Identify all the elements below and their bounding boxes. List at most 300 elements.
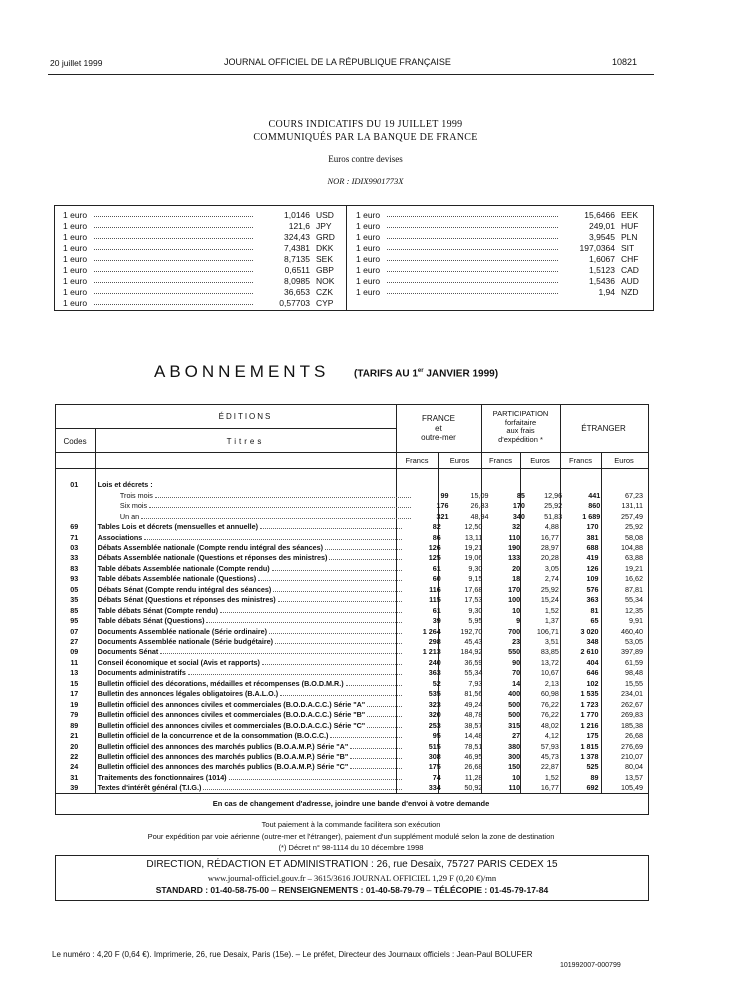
rates-right-column bbox=[356, 209, 643, 297]
rates-divider bbox=[346, 205, 347, 311]
row-title-text: Documents Sénat bbox=[97, 647, 159, 657]
rate-currency: HUF bbox=[621, 221, 639, 231]
abonnements-title: ABONNEMENTS bbox=[154, 362, 330, 381]
row-value: 86 bbox=[432, 532, 441, 542]
row-value: 170 bbox=[512, 501, 525, 511]
row-code: 79 bbox=[70, 710, 79, 720]
rate-row bbox=[356, 286, 643, 297]
row-value: 315 bbox=[508, 720, 521, 730]
row-value: 576 bbox=[586, 584, 599, 594]
rate-label: 1 euro bbox=[356, 221, 381, 231]
row-value: 25,92 bbox=[625, 522, 643, 532]
row-value: 340 bbox=[512, 511, 525, 521]
rate-leader bbox=[94, 281, 253, 283]
header-journal-title: JOURNAL OFFICIEL DE LA RÉPUBLIQUE FRANÇAISE bbox=[224, 57, 451, 67]
row-value: 110 bbox=[508, 532, 521, 542]
rate-value: 0,57703 bbox=[279, 298, 310, 308]
rate-label: 1 euro bbox=[356, 243, 381, 253]
row-title-text: Débats Sénat (Questions et réponses des ministres) bbox=[97, 595, 276, 605]
rate-currency: AUD bbox=[621, 276, 639, 286]
rate-value: 3,9545 bbox=[589, 232, 615, 242]
row-leader bbox=[275, 643, 402, 644]
part-line2: forfaitaire bbox=[504, 417, 537, 427]
row-value: 11,28 bbox=[464, 772, 483, 782]
row-value: 381 bbox=[586, 532, 599, 542]
rate-currency: EEK bbox=[621, 210, 639, 220]
rate-label: 1 euro bbox=[356, 287, 381, 297]
row-value: 16,62 bbox=[625, 574, 643, 584]
rate-currency: GBP bbox=[316, 265, 334, 275]
row-value: 26,68 bbox=[625, 731, 643, 741]
row-value: 32 bbox=[512, 522, 521, 532]
row-value: 400 bbox=[508, 689, 521, 699]
row-leader bbox=[269, 633, 402, 634]
row-value: 50,92 bbox=[464, 783, 483, 793]
row-code: 21 bbox=[70, 731, 79, 741]
row-value: 80,04 bbox=[625, 762, 643, 772]
row-value: 115 bbox=[429, 595, 441, 605]
row-leader bbox=[155, 497, 412, 498]
row-leader bbox=[273, 591, 402, 592]
row-value: 26,68 bbox=[464, 762, 483, 772]
row-code: 93 bbox=[70, 574, 79, 584]
rate-currency: DKK bbox=[316, 243, 334, 253]
unit-etr-euros: Euros bbox=[614, 456, 634, 465]
row-code: 19 bbox=[70, 699, 79, 709]
titres-header: Titres bbox=[226, 437, 265, 446]
row-leader bbox=[346, 685, 403, 686]
row-value: 48,02 bbox=[540, 720, 559, 730]
rate-leader bbox=[387, 237, 558, 239]
contact-sep2: – bbox=[426, 885, 434, 895]
codes-header: Codes bbox=[63, 437, 87, 446]
rate-label: 1 euro bbox=[356, 232, 381, 242]
row-value: 90 bbox=[512, 657, 521, 667]
row-value: 16,77 bbox=[540, 532, 559, 542]
rate-currency: PLN bbox=[621, 232, 638, 242]
row-value: 3,51 bbox=[544, 637, 559, 647]
row-value: 36,59 bbox=[464, 657, 483, 667]
row-value: 1 213 bbox=[422, 647, 441, 657]
row-value: 397,89 bbox=[621, 647, 643, 657]
row-code: 24 bbox=[70, 762, 79, 772]
row-value: 269,83 bbox=[621, 710, 643, 720]
rate-label: 1 euro bbox=[63, 221, 88, 231]
row-value: 1 535 bbox=[580, 689, 599, 699]
row-value: 1 723 bbox=[580, 699, 599, 709]
row-value: 10,67 bbox=[540, 668, 559, 678]
row-value: 1,52 bbox=[544, 605, 559, 615]
row-value: 12,35 bbox=[625, 605, 643, 615]
rate-row bbox=[356, 253, 643, 264]
row-leader bbox=[149, 507, 411, 508]
row-title-text: Table débats Assemblée nationale (Compte rendu) bbox=[97, 563, 270, 573]
rate-value: 0,6511 bbox=[284, 265, 310, 275]
row-value: 63,88 bbox=[625, 553, 643, 563]
header-sep-main bbox=[55, 452, 648, 453]
row-leader bbox=[203, 789, 402, 790]
row-value: 380 bbox=[508, 741, 521, 751]
rate-row bbox=[63, 275, 338, 286]
row-value: 28,97 bbox=[540, 542, 559, 552]
row-value: 692 bbox=[586, 783, 599, 793]
row-leader bbox=[188, 674, 402, 675]
row-value: 46,95 bbox=[464, 751, 483, 761]
row-value: 175 bbox=[586, 731, 599, 741]
row-title-text: Un an bbox=[119, 511, 140, 521]
row-value: 116 bbox=[429, 584, 441, 594]
row-value: 323 bbox=[428, 699, 441, 709]
row-leader bbox=[229, 779, 403, 780]
rate-leader bbox=[94, 226, 253, 228]
row-value: 460,40 bbox=[621, 626, 643, 636]
row-value: 1,37 bbox=[544, 616, 559, 626]
contact-sep1: – bbox=[271, 885, 279, 895]
row-value: 125 bbox=[428, 553, 441, 563]
row-title-text: Tables Lois et décrets (mensuelles et annuelle) bbox=[97, 522, 259, 532]
row-value: 1 770 bbox=[580, 710, 599, 720]
row-leader bbox=[141, 518, 411, 519]
row-value: 51,83 bbox=[544, 511, 563, 521]
row-value: 65 bbox=[590, 616, 599, 626]
row-value: 240 bbox=[428, 657, 441, 667]
rate-row bbox=[356, 209, 643, 220]
row-value: 61,59 bbox=[625, 657, 643, 667]
rate-row bbox=[63, 209, 338, 220]
row-value: 126 bbox=[586, 563, 599, 573]
rate-row bbox=[356, 264, 643, 275]
rate-label: 1 euro bbox=[63, 232, 88, 242]
rate-leader bbox=[387, 248, 558, 250]
unit-france-francs: Francs bbox=[405, 456, 429, 465]
row-value: 176 bbox=[436, 501, 449, 511]
row-value: 13,72 bbox=[540, 657, 559, 667]
rate-leader bbox=[94, 237, 253, 239]
row-value: 100 bbox=[508, 595, 521, 605]
unit-france-euros: Euros bbox=[449, 456, 470, 465]
row-value: 105,49 bbox=[621, 783, 643, 793]
row-code: 33 bbox=[70, 553, 79, 563]
row-code: 31 bbox=[70, 772, 79, 782]
rate-currency: CAD bbox=[621, 265, 639, 275]
rates-subtitle: Euros contre devises bbox=[328, 154, 403, 164]
rate-row bbox=[356, 220, 643, 231]
row-value: 70 bbox=[512, 668, 521, 678]
rate-row bbox=[63, 264, 338, 275]
row-value: 131,11 bbox=[621, 501, 643, 511]
row-value: 14 bbox=[512, 678, 521, 688]
abonnements-subtitle bbox=[354, 368, 498, 379]
row-value: 126 bbox=[428, 542, 441, 552]
row-title-text: Documents Assemblée nationale (Série ordinaire) bbox=[97, 626, 268, 636]
row-value: 150 bbox=[508, 762, 521, 772]
row-leader bbox=[329, 559, 402, 560]
row-title-text: Table débats Sénat (Questions) bbox=[97, 616, 205, 626]
row-value: 57,93 bbox=[540, 741, 559, 751]
note-payment: Tout paiement à la commande facilitera son exécution bbox=[261, 820, 441, 829]
row-leader bbox=[350, 768, 402, 769]
row-code: 17 bbox=[70, 689, 79, 699]
rate-row bbox=[356, 231, 643, 242]
row-value: 20,28 bbox=[540, 553, 559, 563]
row-value: 234,01 bbox=[621, 689, 643, 699]
rates-title-line2: COMMUNIQUÉS PAR LA BANQUE DE FRANCE bbox=[253, 132, 478, 143]
row-value: 23 bbox=[512, 637, 521, 647]
rate-currency: SEK bbox=[316, 254, 334, 264]
row-value: 16,77 bbox=[540, 783, 559, 793]
contact-standard: STANDARD : 01-40-58-75-00 bbox=[155, 885, 269, 895]
footer-ref: 101992007-000799 bbox=[560, 962, 621, 969]
rate-label: 1 euro bbox=[356, 254, 381, 264]
row-leader bbox=[325, 549, 402, 550]
row-title-text: Textes d'intérêt général (T.I.G.) bbox=[97, 783, 202, 793]
row-code: 27 bbox=[70, 637, 79, 647]
row-value: 550 bbox=[508, 647, 521, 657]
row-value: 38,57 bbox=[464, 720, 483, 730]
rate-label: 1 euro bbox=[63, 243, 88, 253]
rates-nor: NOR : IDIX9901773X bbox=[327, 176, 404, 186]
note-airmail: Pour expédition par voie aérienne (outre-mer et l'étranger), paiement d'un supplément modulé selon la zone de destination bbox=[147, 832, 555, 841]
row-value: 76,22 bbox=[540, 710, 559, 720]
row-title-text: Documents administratifs bbox=[97, 668, 186, 678]
rate-leader bbox=[387, 215, 558, 217]
row-value: 17,68 bbox=[464, 584, 483, 594]
row-value: 262,67 bbox=[621, 699, 643, 709]
row-leader bbox=[260, 528, 402, 529]
row-title-text: Lois et décrets : bbox=[97, 480, 153, 490]
row-value: 1 378 bbox=[580, 751, 599, 761]
france-line2: et bbox=[435, 423, 442, 433]
rate-row bbox=[63, 242, 338, 253]
unit-part-euros: Euros bbox=[530, 456, 550, 465]
row-value: 2,13 bbox=[544, 678, 559, 688]
row-title-text: Traitements des fonctionnaires (1014) bbox=[97, 772, 227, 782]
rate-label: 1 euro bbox=[63, 298, 88, 308]
row-code: 22 bbox=[70, 751, 79, 761]
row-value: 25,92 bbox=[540, 584, 559, 594]
row-code: 89 bbox=[70, 720, 79, 730]
rates-title-line1: COURS INDICATIFS DU 19 JUILLET 1999 bbox=[268, 119, 463, 130]
row-code: 71 bbox=[70, 532, 79, 542]
row-title-text: Bulletin officiel des annonces des marchés publics (B.O.A.M.P.) Série "A" bbox=[97, 741, 349, 751]
row-value: 104,88 bbox=[621, 542, 643, 552]
rate-value: 1,5123 bbox=[589, 265, 615, 275]
rate-label: 1 euro bbox=[356, 276, 381, 286]
row-value: 14,48 bbox=[464, 731, 483, 741]
row-value: 78,51 bbox=[464, 741, 483, 751]
row-value: 9 bbox=[516, 616, 521, 626]
rate-label: 1 euro bbox=[63, 265, 88, 275]
unit-part-francs: Francs bbox=[489, 456, 512, 465]
row-value: 53,05 bbox=[625, 637, 643, 647]
row-leader bbox=[160, 653, 402, 654]
rate-value: 7,4381 bbox=[284, 243, 310, 253]
footer-text: Le numéro : 4,20 F (0,64 €). Imprimerie, 26, rue Desaix, Paris (15e). – Le préfet, Directeur des Journaux officiels : Jean-Paul BOLUFER bbox=[52, 950, 533, 959]
row-value: 102 bbox=[586, 678, 599, 688]
row-code: 15 bbox=[70, 678, 79, 688]
row-title-text: Bulletin officiel des annonces civiles et commerciales (B.O.D.A.C.C.) Série "A" bbox=[97, 699, 366, 709]
row-value: 12,96 bbox=[544, 490, 563, 500]
rate-value: 1,94 bbox=[598, 287, 615, 297]
row-value: 13,57 bbox=[625, 772, 643, 782]
row-value: 133 bbox=[508, 553, 521, 563]
row-code: 69 bbox=[70, 522, 79, 532]
row-leader bbox=[144, 539, 402, 540]
contact-direction: DIRECTION, RÉDACTION ET ADMINISTRATION : 26, rue Desaix, 75727 PARIS CEDEX 15 bbox=[146, 859, 558, 870]
rate-value: 1,0146 bbox=[284, 210, 310, 220]
table-row bbox=[55, 781, 647, 792]
row-value: 300 bbox=[508, 751, 521, 761]
row-value: 535 bbox=[428, 689, 441, 699]
row-value: 45,43 bbox=[464, 637, 483, 647]
rate-leader bbox=[387, 281, 558, 283]
rate-leader bbox=[94, 292, 253, 294]
row-title-text: Bulletin officiel des annonces des marchés publics (B.O.A.M.P.) Série "C" bbox=[97, 762, 349, 772]
row-value: 2 610 bbox=[580, 647, 599, 657]
participation-header bbox=[481, 410, 560, 444]
row-value: 688 bbox=[586, 542, 599, 552]
row-value: 67,23 bbox=[625, 490, 643, 500]
row-value: 58,08 bbox=[625, 532, 643, 542]
row-code: 05 bbox=[70, 584, 79, 594]
row-value: 85 bbox=[516, 490, 525, 500]
rate-label: 1 euro bbox=[63, 276, 88, 286]
rate-value: 8,0985 bbox=[284, 276, 310, 286]
row-value: 210,07 bbox=[621, 751, 643, 761]
note-decree: (*) Décret n° 98-1114 du 10 décembre 1998 bbox=[278, 843, 424, 852]
row-value: 83,85 bbox=[540, 647, 559, 657]
row-value: 3,05 bbox=[544, 563, 559, 573]
france-header bbox=[396, 414, 481, 443]
row-value: 55,34 bbox=[625, 595, 643, 605]
rate-currency: CHF bbox=[621, 254, 639, 264]
rate-value: 121,6 bbox=[288, 221, 310, 231]
row-value: 19,21 bbox=[464, 542, 483, 552]
row-value: 184,92 bbox=[460, 647, 483, 657]
row-code: 95 bbox=[70, 616, 79, 626]
row-code: 09 bbox=[70, 647, 79, 657]
row-value: 404 bbox=[586, 657, 599, 667]
rate-row bbox=[356, 242, 643, 253]
rate-label: 1 euro bbox=[63, 287, 88, 297]
row-title-text: Bulletin officiel des décorations, médailles et récompenses (B.O.D.M.R.) bbox=[97, 678, 344, 688]
row-leader bbox=[330, 737, 402, 738]
row-value: 1,52 bbox=[544, 772, 559, 782]
contact-web: www.journal-officiel.gouv.fr – 3615/3616 JOURNAL OFFICIEL 1,29 F (0,20 €)/mn bbox=[207, 873, 497, 883]
row-value: 26,83 bbox=[470, 501, 489, 511]
rate-leader bbox=[387, 259, 558, 261]
row-value: 106,71 bbox=[536, 626, 559, 636]
row-title-text: Débats Assemblée nationale (Compte rendu intégral des séances) bbox=[97, 542, 323, 552]
row-value: 9,91 bbox=[629, 616, 643, 626]
row-value: 74 bbox=[432, 772, 441, 782]
rate-row bbox=[63, 286, 338, 297]
row-title-text: Table débats Sénat (Compte rendu) bbox=[97, 605, 219, 615]
row-leader bbox=[278, 601, 402, 602]
rate-value: 1,5436 bbox=[589, 276, 615, 286]
rate-value: 324,43 bbox=[284, 232, 310, 242]
rate-value: 8,7135 bbox=[284, 254, 310, 264]
row-leader bbox=[350, 758, 402, 759]
editions-header: ÉDITIONS bbox=[218, 412, 273, 421]
row-value: 500 bbox=[508, 710, 521, 720]
row-value: 700 bbox=[508, 626, 521, 636]
row-title-text: Débats Assemblée nationale (Questions et réponses des ministres) bbox=[97, 553, 328, 563]
row-value: 95 bbox=[432, 731, 441, 741]
row-value: 61 bbox=[432, 605, 441, 615]
row-value: 441 bbox=[588, 490, 601, 500]
rate-label: 1 euro bbox=[356, 210, 381, 220]
row-value: 1 815 bbox=[580, 741, 599, 751]
row-value: 81 bbox=[590, 605, 599, 615]
row-value: 20 bbox=[512, 563, 521, 573]
rate-currency: NZD bbox=[621, 287, 639, 297]
unit-etr-francs: Francs bbox=[569, 456, 592, 465]
row-value: 60 bbox=[432, 574, 441, 584]
units-sep bbox=[55, 468, 648, 469]
rate-value: 249,01 bbox=[589, 221, 615, 231]
row-value: 185,38 bbox=[621, 720, 643, 730]
row-title-text: Bulletin officiel des annonces civiles et commerciales (B.O.D.A.C.C.) Série "B" bbox=[97, 710, 366, 720]
row-value: 15,09 bbox=[470, 490, 489, 500]
rate-label: 1 euro bbox=[356, 265, 381, 275]
row-value: 308 bbox=[428, 751, 441, 761]
part-line1: PARTICIPATION bbox=[492, 409, 549, 418]
contact-renseignements: RENSEIGNEMENTS : 01-40-58-79-79 bbox=[278, 885, 425, 895]
row-code: 39 bbox=[70, 783, 79, 793]
row-value: 109 bbox=[586, 574, 599, 584]
row-value: 334 bbox=[428, 783, 441, 793]
row-title-text: Bulletin officiel des annonces des marchés publics (B.O.A.M.P.) Série "B" bbox=[97, 751, 349, 761]
row-title-text: Table débats Assemblée nationale (Questions) bbox=[97, 574, 257, 584]
row-value: 82 bbox=[432, 522, 441, 532]
row-value: 1 264 bbox=[422, 626, 441, 636]
rate-label: 1 euro bbox=[63, 210, 88, 220]
row-value: 4,88 bbox=[544, 522, 559, 532]
row-value: 192,70 bbox=[460, 626, 483, 636]
row-value: 253 bbox=[428, 720, 441, 730]
part-line3: aux frais bbox=[506, 426, 535, 435]
header-page-number: 10821 bbox=[612, 57, 638, 67]
change-address-notice: En cas de changement d'adresse, joindre une bande d'envoi à votre demande bbox=[212, 799, 490, 808]
header-sep-editions bbox=[55, 428, 396, 429]
row-leader bbox=[272, 570, 402, 571]
row-value: 646 bbox=[586, 668, 599, 678]
row-value: 17,53 bbox=[464, 595, 483, 605]
rate-currency: SIT bbox=[621, 243, 635, 253]
rate-row bbox=[63, 297, 338, 308]
row-value: 525 bbox=[586, 762, 599, 772]
header-date: 20 juillet 1999 bbox=[50, 58, 103, 68]
row-value: 9,30 bbox=[468, 605, 483, 615]
row-value: 10 bbox=[512, 772, 521, 782]
row-value: 363 bbox=[428, 668, 441, 678]
rate-row bbox=[63, 220, 338, 231]
row-value: 89 bbox=[590, 772, 599, 782]
row-value: 500 bbox=[508, 699, 521, 709]
row-title-text: Documents Assemblée nationale (Série budgétaire) bbox=[97, 637, 274, 647]
row-value: 321 bbox=[436, 511, 449, 521]
row-leader bbox=[280, 695, 402, 696]
row-value: 348 bbox=[586, 637, 599, 647]
row-value: 5,95 bbox=[468, 616, 483, 626]
row-title bbox=[94, 783, 405, 792]
row-value: 98,48 bbox=[625, 668, 643, 678]
row-title-text: Bulletin des annonces légales obligatoires (B.A.L.O.) bbox=[97, 689, 279, 699]
row-title-text: Associations bbox=[97, 532, 143, 542]
row-code: 13 bbox=[70, 668, 79, 678]
rate-value: 197,0364 bbox=[579, 243, 615, 253]
